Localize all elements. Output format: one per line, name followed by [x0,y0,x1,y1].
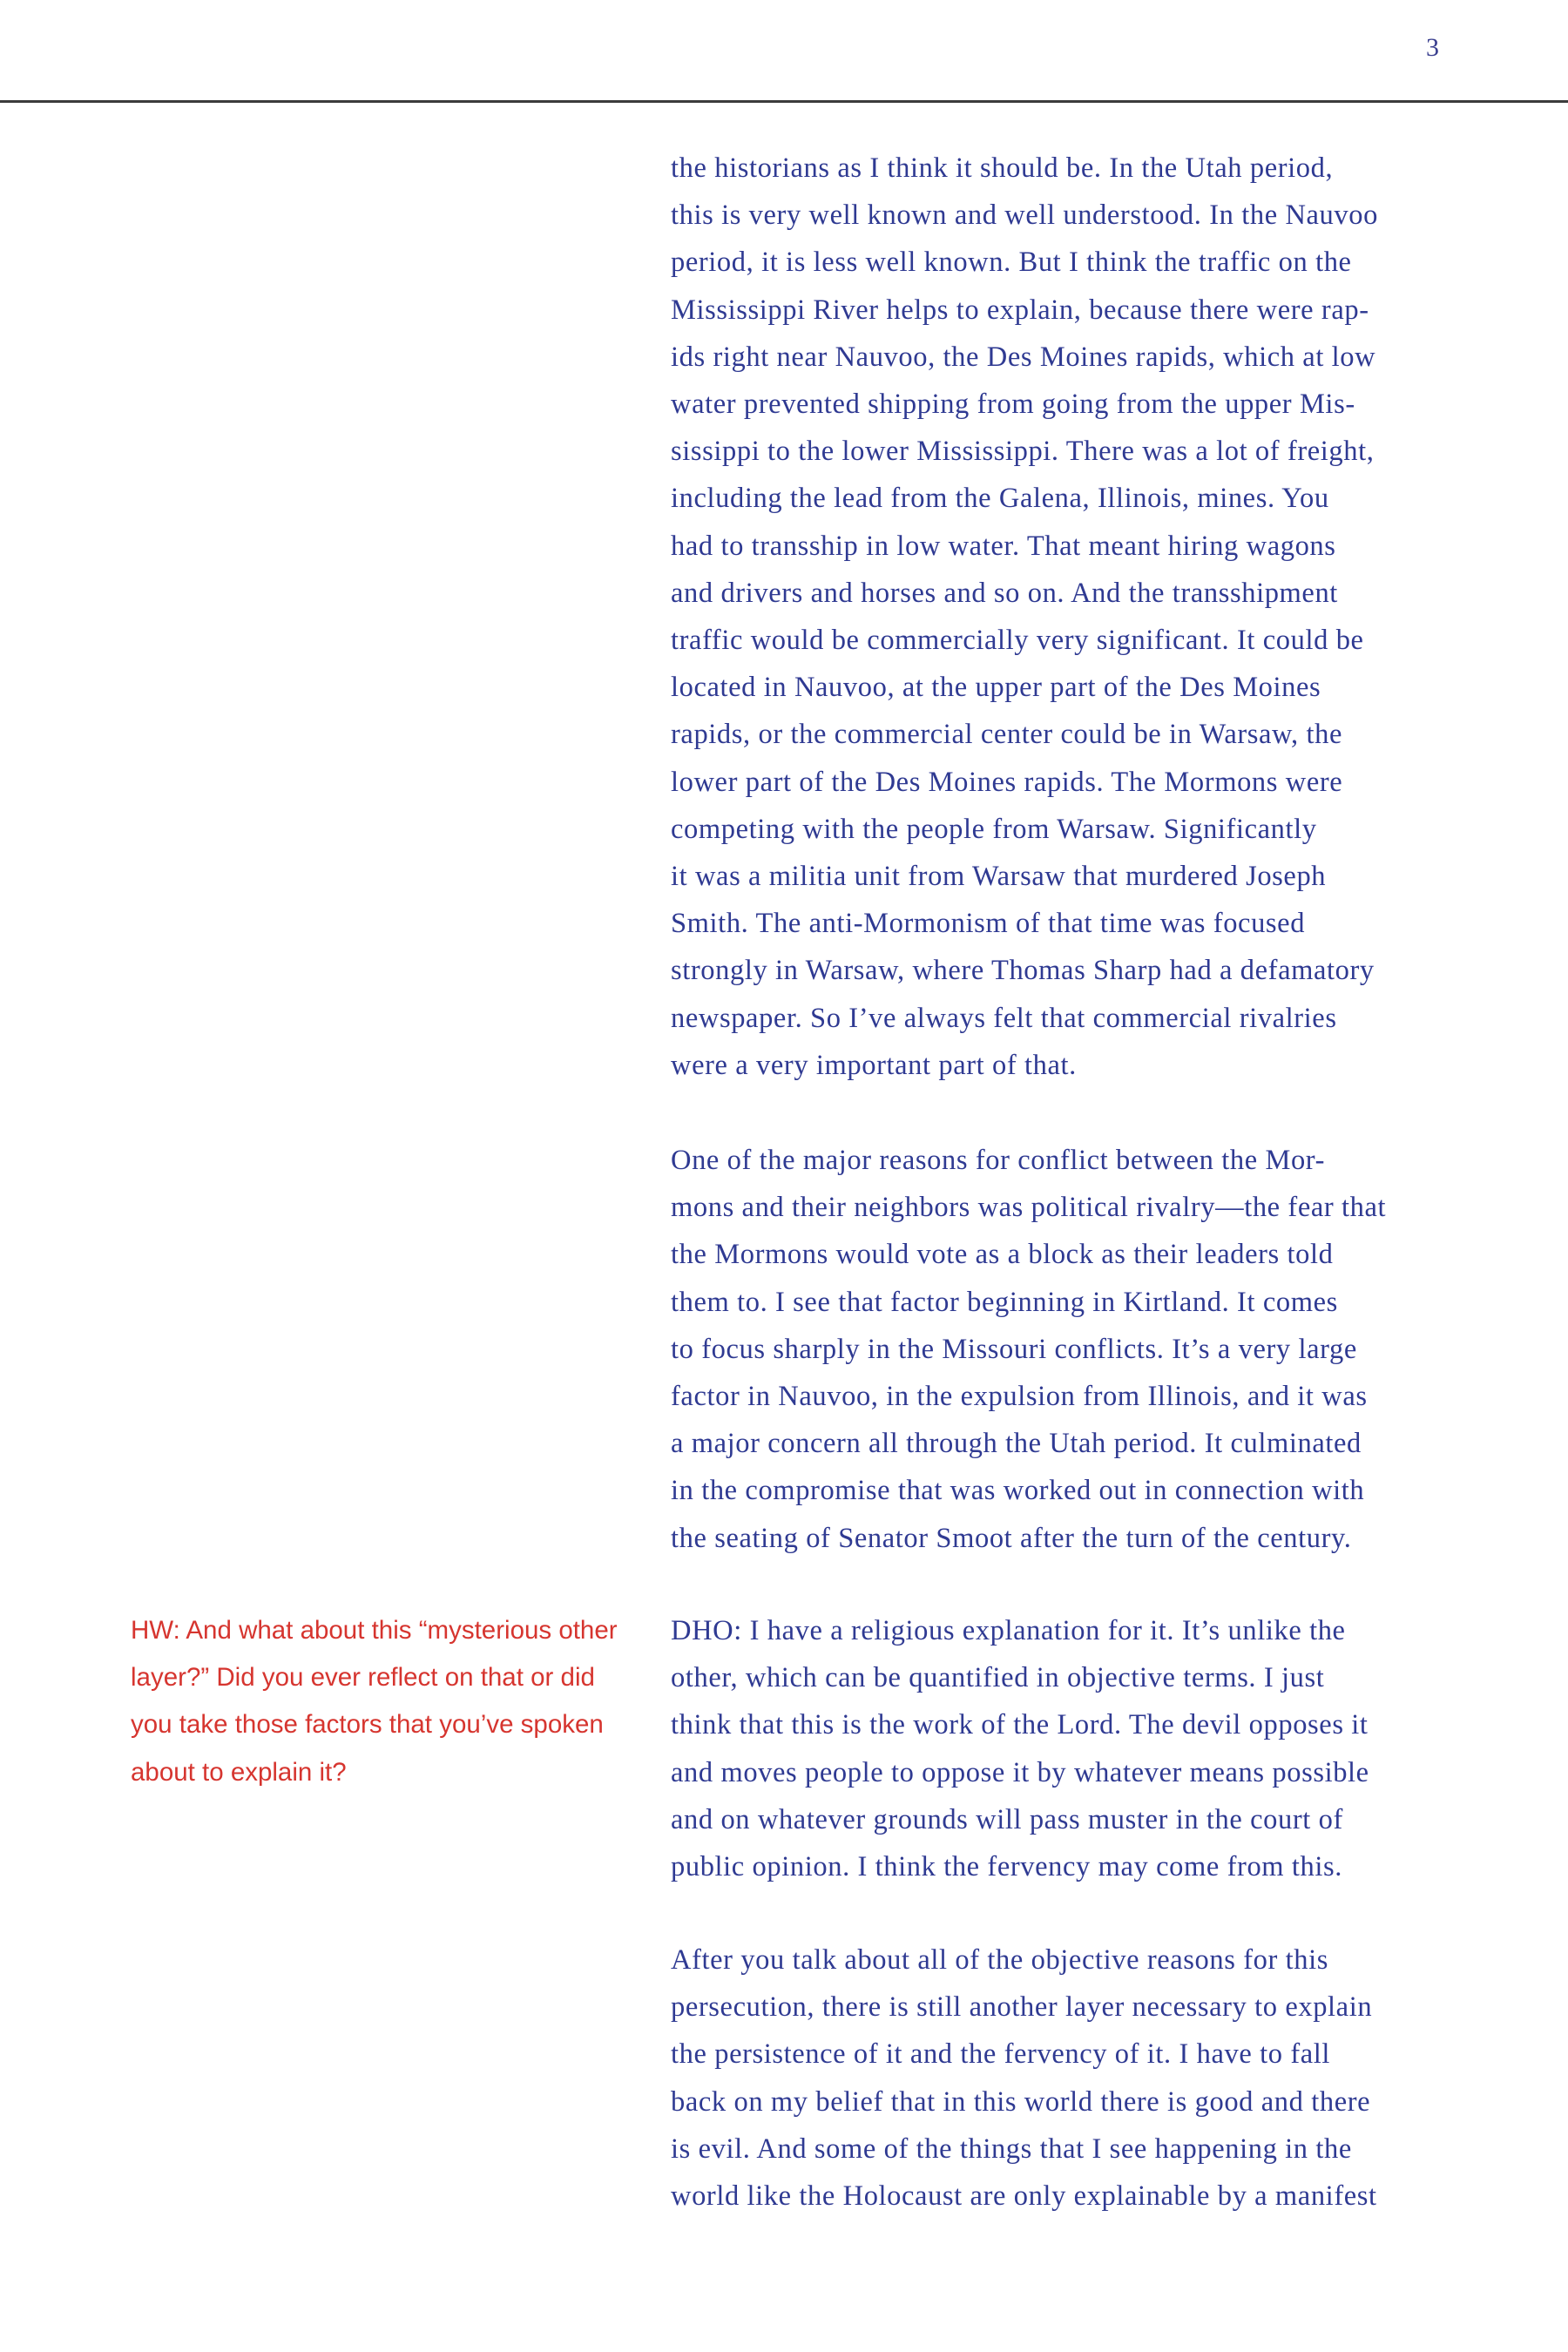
text-line: the persistence of it and the fervency of it. I have to fall [671,2038,1331,2071]
text-line: sissippi to the lower Mississippi. There was a lot of freight, [671,436,1375,468]
text-line: located in Nauvoo, at the upper part of the Des Moines [671,672,1321,704]
text-line: public opinion. I think the fervency may come from this. [671,1851,1342,1883]
text-line: strongly in Warsaw, where Thomas Sharp had a defamatory [671,955,1375,987]
text-line: had to transship in low water. That meant hiring wagons [671,530,1336,562]
body-paragraph-3 [671,1607,1455,1890]
text-line: lower part of the Des Moines rapids. The Mormons were [671,766,1343,798]
body-paragraph-2 [671,1137,1455,1562]
sidenote-line: HW: And what about this “mysterious other [131,1616,618,1645]
text-line: this is very well known and well understood. In the Nauvoo [671,199,1378,232]
body-paragraph-4 [671,1936,1455,2220]
sidenote-line: about to explain it? [131,1757,347,1787]
text-line: world like the Holocaust are only explainable by a manifest [671,2180,1377,2213]
sidenote-line: you take those factors that you’ve spoken [131,1710,604,1740]
text-line: One of the major reasons for conflict between the Mor- [671,1145,1326,1176]
page-number: 3 [1426,33,1439,62]
text-line: a major concern all through the Utah period. It culminated [671,1428,1362,1460]
text-line: newspaper. So I’ve always felt that commercial rivalries [671,1002,1337,1034]
text-line: DHO: I have a religious explanation for it. It’s unlike the [671,1615,1346,1646]
text-line: water prevented shipping from going from the upper Mis- [671,389,1355,421]
text-line: rapids, or the commercial center could be in Warsaw, the [671,719,1342,751]
text-line: factor in Nauvoo, in the expulsion from Illinois, and it was [671,1381,1368,1413]
text-line: the historians as I think it should be. In the Utah period, [671,152,1334,184]
text-line: persecution, there is still another layer necessary to explain [671,1991,1373,2024]
text-line: is evil. And some of the things that I see happening in the [671,2132,1352,2165]
text-line: and on whatever grounds will pass muster in the court of [671,1803,1343,1835]
text-line: traffic would be commercially very significant. It could be [671,625,1364,657]
text-line: to focus sharply in the Missouri conflicts. It’s a very large [671,1333,1357,1365]
text-line: them to. I see that factor beginning in Kirtland. It comes [671,1286,1338,1318]
text-line: After you talk about all of the objective reasons for this [671,1944,1329,1976]
sidenote-line: layer?” Did you ever reflect on that or did [131,1663,595,1693]
text-line: were a very important part of that. [671,1049,1077,1081]
text-line: and drivers and horses and so on. And the transshipment [671,577,1338,609]
text-line: it was a militia unit from Warsaw that murdered Joseph [671,861,1327,893]
interviewer-question-sidenote [131,1607,636,1796]
text-line: period, it is less well known. But I think the traffic on the [671,247,1352,279]
text-line: Mississippi River helps to explain, because there were rap- [671,294,1369,326]
text-line: the seating of Senator Smoot after the turn of the century. [671,1522,1352,1554]
text-line: Smith. The anti-Mormonism of that time was focused [671,908,1306,940]
text-line: other, which can be quantified in objective terms. I just [671,1662,1325,1694]
text-line: the Mormons would vote as a block as their leaders told [671,1239,1334,1271]
text-line: and moves people to oppose it by whatever means possible [671,1756,1369,1788]
text-line: in the compromise that was worked out in connection with [671,1475,1365,1507]
text-line: including the lead from the Galena, Illinois, mines. You [671,483,1329,515]
text-line: competing with the people from Warsaw. Significantly [671,813,1317,845]
text-line: think that this is the work of the Lord. The devil opposes it [671,1709,1369,1741]
header-rule [0,100,1568,103]
text-line: ids right near Nauvoo, the Des Moines rapids, which at low [671,341,1376,373]
text-line: back on my belief that in this world there is good and there [671,2085,1371,2118]
body-paragraph-1 [671,145,1455,1089]
text-line: mons and their neighbors was political rivalry—the fear that [671,1192,1387,1224]
